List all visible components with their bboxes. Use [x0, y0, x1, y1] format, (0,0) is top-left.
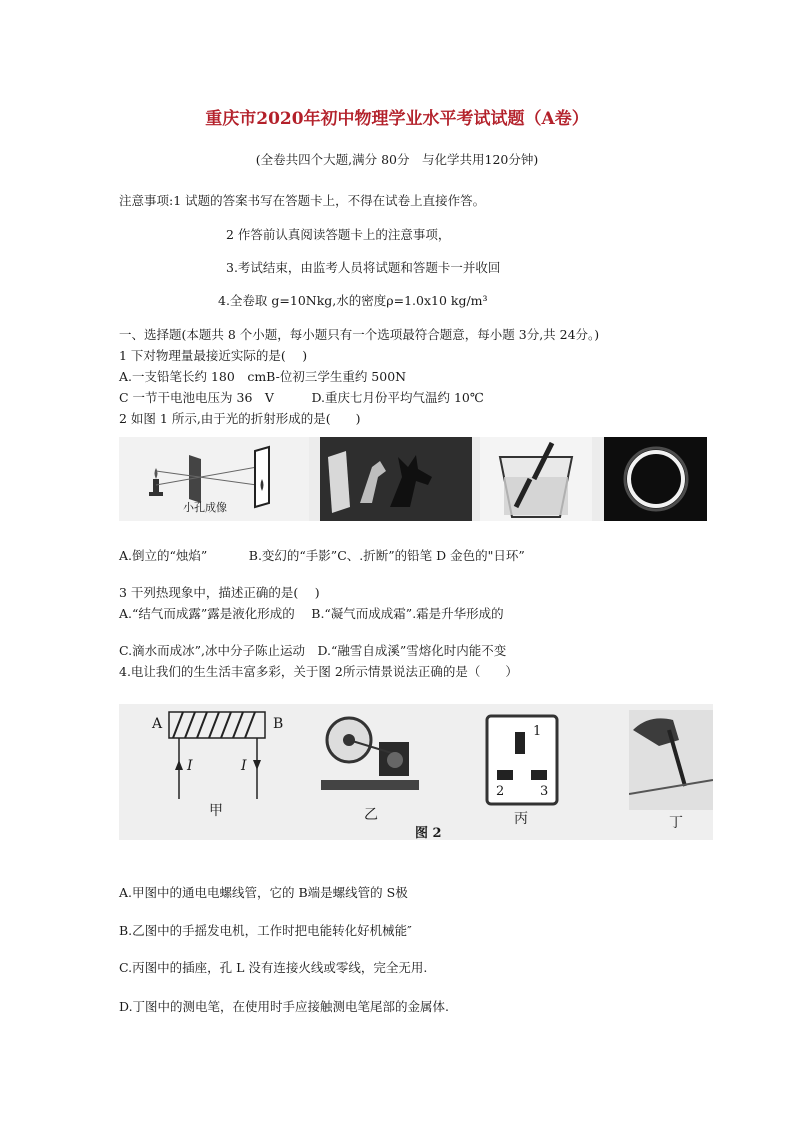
figure-1 — [119, 437, 707, 521]
q2-options: A.倒立的“烛焰” B.变幻的“手影”C、.折断”的铅笔 D 金色的"日环” — [119, 548, 525, 563]
hand-shadow-panel — [320, 437, 472, 521]
figure-2-caption: 图 2 — [415, 826, 442, 840]
socket-hole-1: 1 — [533, 724, 542, 739]
figure-label-yi: 乙 — [364, 807, 378, 823]
notes-line-3: 3.考试结束，由监考人员将试题和答题卡一并收回 — [226, 260, 501, 275]
section-1-heading: 一、选择题(本题共 8 个小题，每小题只有一个选项最符合题意，每小题 3分,共 24分。) — [119, 327, 600, 342]
q1-stem: 1 下对物理量最接近实际的是( ) — [119, 348, 308, 363]
q4-option-b: B.乙图中的手摇发电机，工作时把电能转化好机械能″ — [119, 923, 412, 938]
coil-end-b: B — [273, 716, 284, 732]
socket-hole-3: 3 — [540, 784, 549, 799]
q1-options-cd: C 一节干电池电压为 36 V D.重庆七月份平均气温约 10℃ — [119, 390, 484, 405]
q4-option-d: D.丁图中的测电笔，在使用时手应接触测电笔尾部的金属体. — [119, 999, 450, 1014]
q4-option-c: C.丙图中的插座，孔 L 没有连接火线或零线，完全无用. — [119, 960, 428, 975]
q3-stem: 3 干列热现象中，描述正确的是( ) — [119, 585, 320, 600]
q2-stem: 2 如图 1 所示,由于光的折射形成的是( ) — [119, 411, 361, 426]
solar-ring-panel — [604, 437, 707, 521]
notes-line-4: 4.全卷取 g=10Nkg,水的密度ρ=1.0x10 kg/m³ — [218, 293, 488, 308]
pencil-in-water-image — [480, 437, 592, 521]
q3-options-ab: A.“结气而成露”露是液化形成的 B.“凝气而成成霜”.霜是升华形成的 — [119, 606, 504, 621]
hand-shadow-image — [320, 437, 472, 521]
q4-stem: 4.电让我们的生生活丰富多彩，关于图 2所示情景说法正确的是（ ） — [119, 664, 518, 679]
coil-end-a: A — [152, 716, 163, 732]
figure-label-bing: 丙 — [514, 811, 528, 827]
q3-options-cd: C.滴水而成冰”,冰中分子陈止运动 D.“融雪自成溪”雪熔化时内能不变 — [119, 643, 507, 658]
q4-option-a: A.甲图中的通电电螺线管，它的 B端是螺线管的 S极 — [119, 885, 408, 900]
figure-2 — [119, 704, 713, 840]
pencil-glass-panel — [480, 437, 592, 521]
pinhole-label: 小孔成像 — [183, 501, 227, 514]
figure-label-ding: 丁 — [669, 815, 683, 831]
exam-subtitle: (全卷共四个大题,满分 80分 与化学共用120分钟) — [255, 152, 539, 167]
exam-title: 重庆市2020年初中物理学业水平考试试题（A卷） — [205, 109, 589, 129]
notes-line-2: 2 作答前认真阅读答题卡上的注意事项， — [226, 227, 451, 242]
figure-label-jia: 甲 — [209, 803, 223, 819]
q1-options-ab: A.一支铅笔长约 180 cmB-位初三学生重约 500N — [119, 369, 407, 384]
current-label-left: I — [187, 758, 193, 774]
annular-eclipse-image — [604, 437, 707, 521]
hand-generator-image — [315, 710, 425, 810]
socket-hole-2: 2 — [496, 784, 505, 799]
current-label-right: I — [241, 758, 247, 774]
test-pen-image — [629, 710, 713, 810]
notes-line-1: 注意事项:1 试题的答案书写在答题卡上，不得在试卷上直接作答。 — [119, 193, 486, 208]
